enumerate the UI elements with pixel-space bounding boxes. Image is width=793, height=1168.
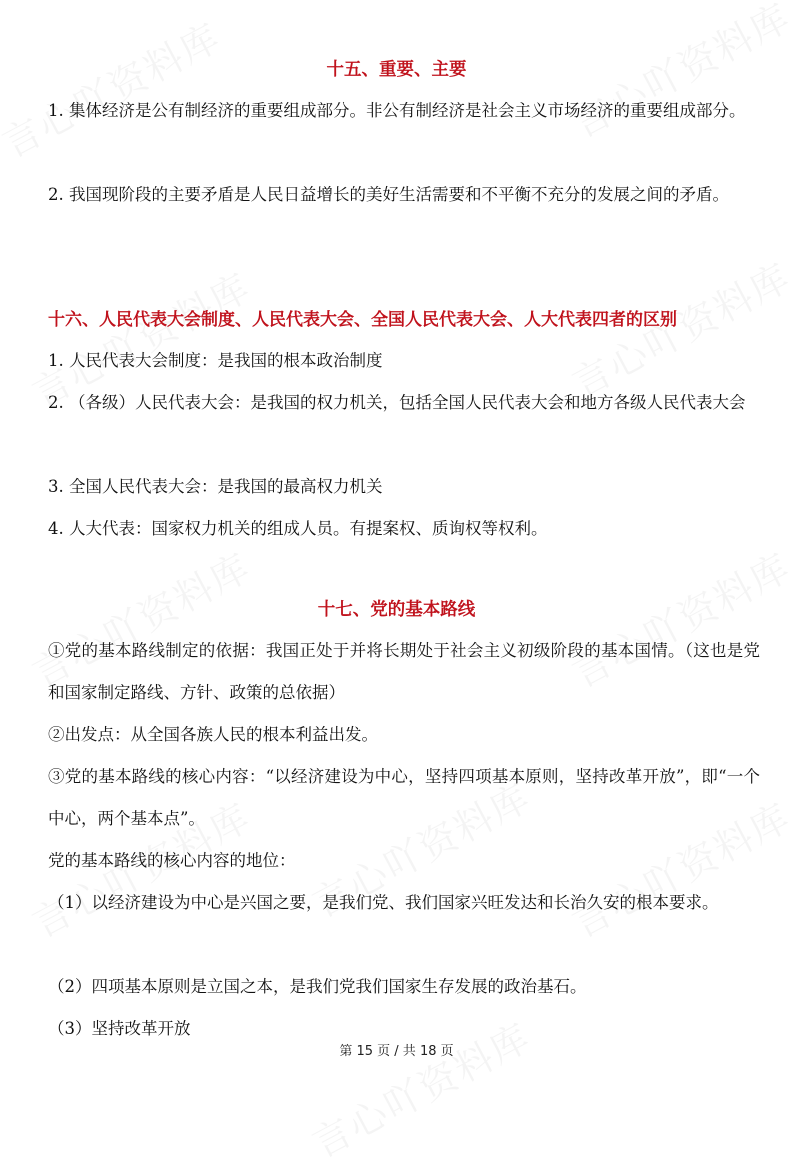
section-16-paragraph-2: 2. （各级）人民代表大会：是我国的权力机关，包括全国人民代表大会和地方各级人民代表大会 bbox=[48, 393, 746, 412]
section-15-paragraph-1: 1. 集体经济是公有制经济的重要组成部分。非公有制经济是社会主义市场经济的重要组成部分。 bbox=[48, 101, 746, 120]
section-16-paragraph-4: 4. 人大代表：国家权力机关的组成人员。有提案权、质询权等权利。 bbox=[48, 519, 548, 538]
section-15-paragraph-2: 2. 我国现阶段的主要矛盾是人民日益增长的美好生活需要和不平衡不充分的发展之间的矛盾。 bbox=[48, 185, 729, 204]
page-number-footer: 第 15 页 / 共 18 页 bbox=[339, 1044, 454, 1059]
section-17-paragraph-6: （2）四项基本原则是立国之本，是我们党我们国家生存发展的政治基石。 bbox=[48, 977, 587, 996]
section-17-paragraph-7: （3）坚持改革开放 bbox=[48, 1019, 191, 1038]
section-17-paragraph-5: （1）以经济建设为中心是兴国之要，是我们党、我们国家兴旺发达和长治久安的根本要求。 bbox=[48, 893, 719, 912]
watermark-text bbox=[0, 7, 229, 168]
section-17-paragraph-3: ③党的基本路线的核心内容：“以经济建设为中心，坚持四项基本原则，坚持改革开放”，即“一个中心，两个基本点”。 bbox=[48, 767, 760, 828]
section-15-title: 十五、重要、主要 bbox=[326, 60, 467, 80]
section-17-title: 十七、党的基本路线 bbox=[317, 600, 476, 620]
section-16-title: 十六、人民代表大会制度、人民代表大会、全国人民代表大会、人大代表四者的区别 bbox=[48, 310, 677, 330]
section-16-paragraph-1: 1. 人民代表大会制度：是我国的根本政治制度 bbox=[48, 351, 383, 370]
section-16-paragraph-3: 3. 全国人民代表大会：是我国的最高权力机关 bbox=[48, 477, 383, 496]
section-17-paragraph-4: 党的基本路线的核心内容的地位： bbox=[48, 851, 296, 870]
section-17-paragraph-2: ②出发点：从全国各族人民的根本利益出发。 bbox=[48, 725, 378, 744]
section-17-paragraph-1: ①党的基本路线制定的依据：我国正处于并将长期处于社会主义初级阶段的基本国情。（这也是党和国家制定路线、方针、政策的总依据） bbox=[48, 641, 760, 702]
